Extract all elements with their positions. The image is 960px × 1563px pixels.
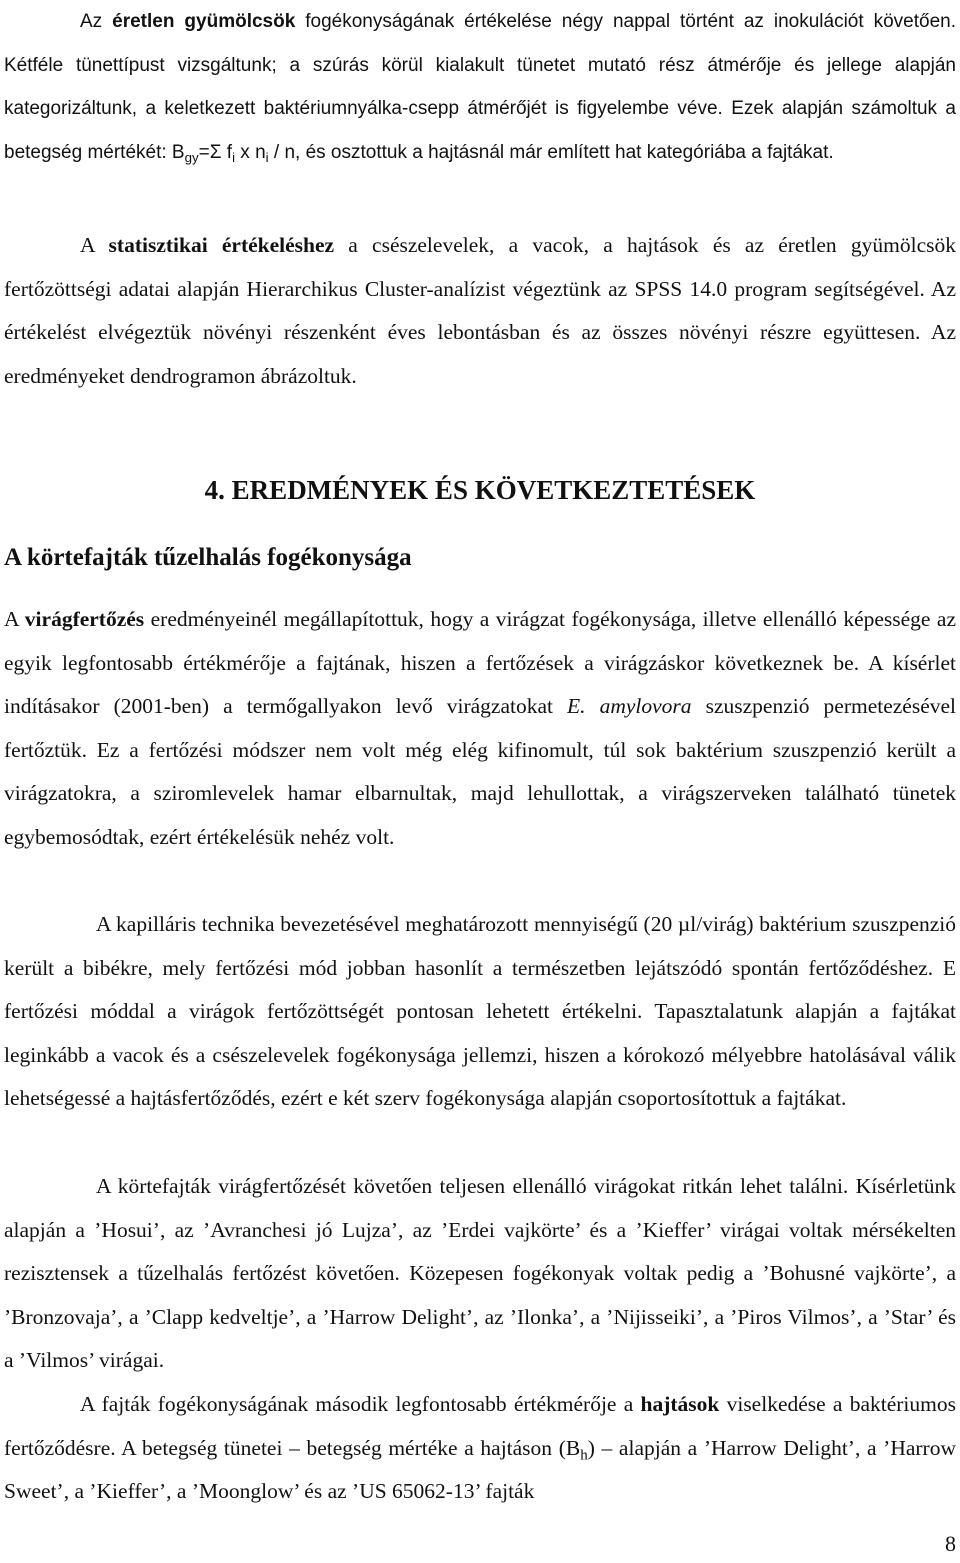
paragraph-statistics: A statisztikai értékeléshez a csészelevelek, a vacok, a hajtások és az éretlen gyümölcsök fertőzöttségi adatai alapján Hierarchikus Cluster-analízist végeztünk az SPSS 14.0 program segítségével. Az értékelést elvégeztük növényi részenként éves lebontásban és az összes növényi részre együttesen. Az eredményeket dendrogramon ábrázoltuk. — [4, 233, 956, 388]
paragraph-capillary-technique: A kapilláris technika bevezetésével meghatározott mennyiségű (20 µl/virág) baktérium szuszpenzió került a bibékre, mely fertőzési mód jobban hasonlít a természetben lejátszódó spontán fertőződéshez. E fertőzési móddal a virágok fertőzöttségét pontosan lehetett értékelni. Tapasztalatunk alapján a fajtákat leginkább a vacok és a csészelevelek fogékonysága jellemzi, hiszen a kórokozó mélyebbre hatolásával válik lehetségessé a hajtásfertőződés, ezért e két szerv fogékonysága alapján csoportosítottuk a fajtákat. — [4, 912, 956, 1111]
section-heading: 4. EREDMÉNYEK ÉS KÖVETKEZTETÉSEK — [204, 475, 756, 505]
paragraph-cultivar-results: A körtefajták virágfertőzését követően teljesen ellenálló virágokat ritkán lehet találni. Kísérletünk alapján a ’Hosui’, az ’Avranchesi jó Lujza’, az ’Erdei vajkörte’ és a ’Kieffer’ virágai voltak mérsékelten rezisztensek a tűzelhalás fertőzést követően. Közepesen fogékonyak voltak pedig a ’Bohusné vajkörte’, a ’Bronzovaja’, a ’Clapp kedveltje’, a ’Harrow Delight’, az ’Ilonka’, a ’Nijisseiki’, a ’Piros Vilmos’, a ’Star’ és a ’Vilmos’ virágai. — [4, 1174, 956, 1373]
bold-term: statisztikai értékeléshez — [108, 233, 335, 257]
bold-term: hajtások — [640, 1392, 720, 1416]
subheading: A körtefajták tűzelhalás fogékonysága — [4, 544, 412, 571]
paragraph-flower-infection: A virágfertőzés eredményeinél megállapítottuk, hogy a virágzat fogékonysága, illetve ellenálló képessége az egyik legfontosabb értékmérője a fajtának, hiszen a fertőzések a virágzáskor következnek be. A kísérlet indításakor (2001-ben) a termőgallyakon levő virágzatokat E. amylovora szuszpenzió permetezésével fertőztük. Ez a fertőzési módszer nem volt még elég kifinomult, túl sok baktérium szuszpenzió került a virágzatokra, a sziromlevelek hamar elbarnultak, majd lehullottak, a virágszerveken található tünetek egybemosódtak, ezért értékelésük nehéz volt. — [4, 607, 957, 849]
page-number: 8 — [945, 1531, 956, 1556]
species-name: E. amylovora — [567, 694, 692, 719]
paragraph-immature-fruit: Az éretlen gyümölcsök fogékonyságának értékelése négy nappal történt az inokulációt követően. Kétféle tünettípust vizsgáltunk; a szúrás körül kialakult tünetet mutató rész átmérője és jellege alapján kategorizáltunk, a keletkezett baktériumnyálka-csepp átmérőjét is figyelembe véve. Ezek alapján számoltuk a betegség mértékét: $B_{gy}=\Sigma$ $f_i$ x $n_i$ / n, és osztottuk a hajtásnál már említett hat kategóriába a fajtákat. — [4, 11, 957, 165]
bold-term: virágfertőzés — [24, 607, 145, 631]
bold-term: éretlen gyümölcsök — [112, 11, 296, 32]
paragraph-shoots: A fajták fogékonyságának második legfontosabb értékmérője a hajtások viselkedése a baktériumos fertőződésre. A betegség tünetei – betegség mértéke a hajtáson $(B_h)$ – alapján a ’Harrow Delight’, a ’Harrow Sweet’, a ’Kieffer’, a ’Moonglow’ és az ’US 65062-13’ fajták — [4, 1392, 956, 1504]
